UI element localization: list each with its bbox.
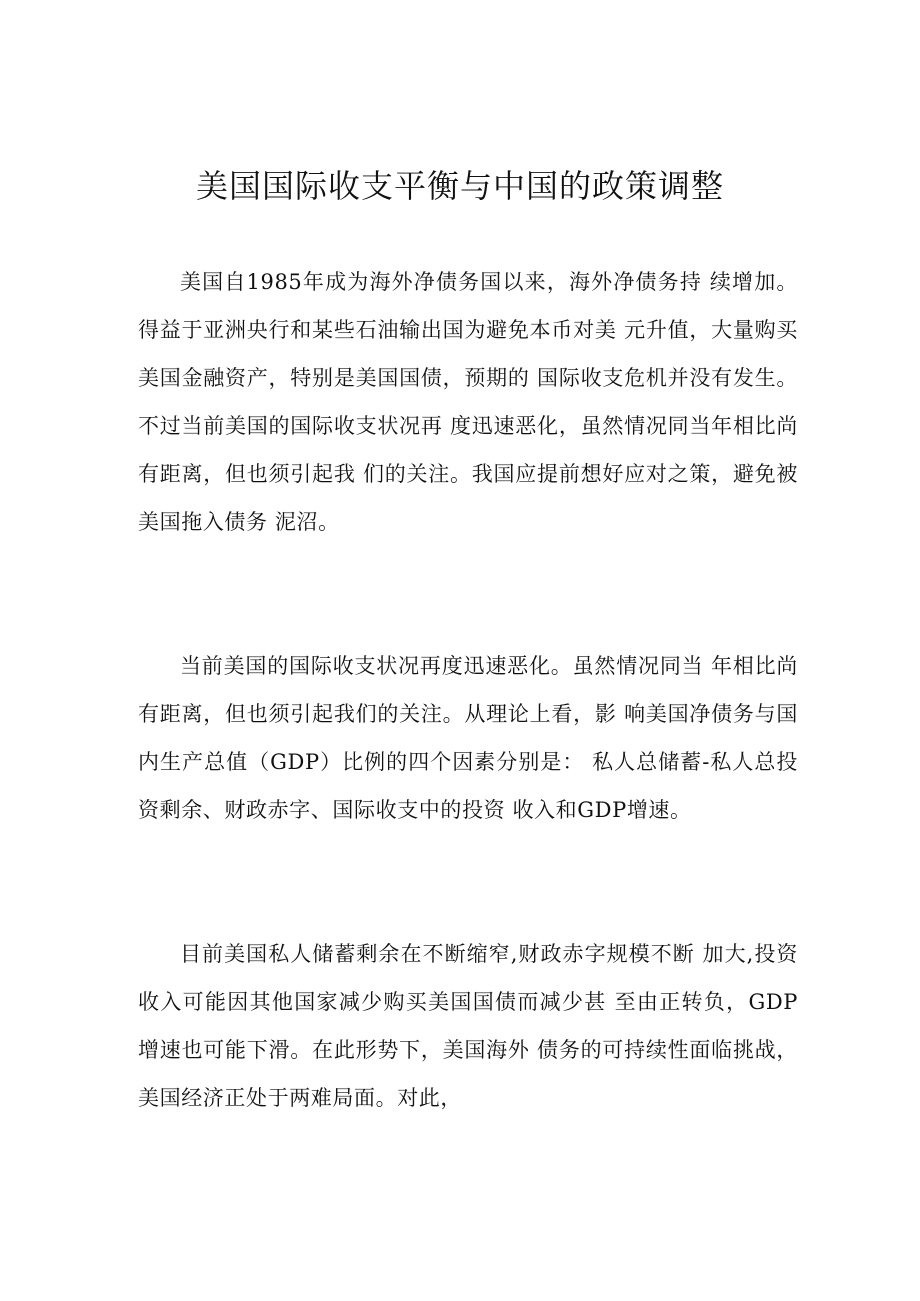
paragraph-2: 当前美国的国际收支状况再度迅速恶化。虽然情况同当 年相比尚有距离，但也须引起我们的关注。从理论上看，影 响美国净债务与国内生产总值（GDP）比例的四个因素分别是： 私人总储蓄-私人总投资剩余、财政赤字、国际收支中的投资 收入和GDP增速。	[138, 654, 798, 822]
document-title: 美国国际收支平衡与中国的政策调整	[195, 167, 724, 205]
paragraph-3: 目前美国私人储蓄剩余在不断缩窄,财政赤字规模不断 加大,投资收入可能因其他国家减少购买美国国债而减少甚 至由正转负，GDP增速也可能下滑。在此形势下，美国海外 债务的可持续性面临挑战，美国经济正处于两难局面。对此，	[138, 942, 798, 1110]
paragraph-1: 美国自1985年成为海外净债务国以来，海外净债务持 续增加。得益于亚洲央行和某些石油输出国为避免本币对美 元升值，大量购买美国金融资产，特别是美国国债，预期的 国际收支危机并没有发生。不过当前美国的国际收支状况再 度迅速恶化，虽然情况同当年相比尚有距离，但也须引起我 们的关注。我国应提前想好应对之策，避免被美国拖入债务 泥沼。	[138, 270, 798, 534]
